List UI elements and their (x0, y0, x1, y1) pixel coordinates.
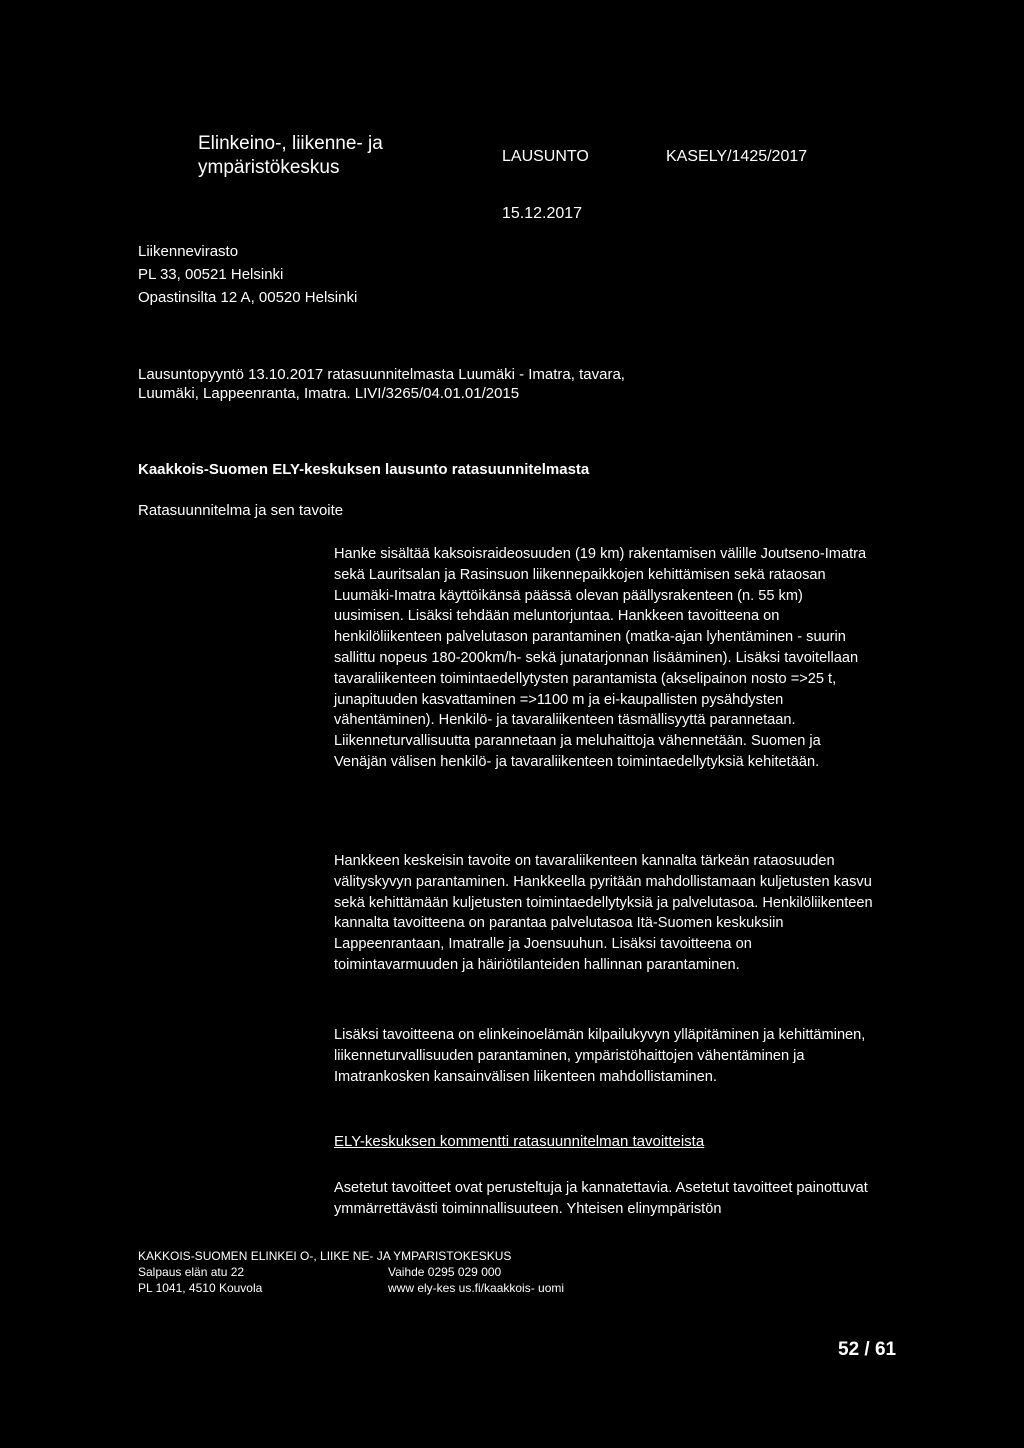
paragraph-project-content: Hanke sisältää kaksoisraideosuuden (19 km) rakentamisen välille Joutseno-Imatra sekä Lauritsalan ja Rasinsuon liikennepaikkojen kehittämisen sekä rataosan Luumäki-Imatra käyttöikänsä päässä olevan päällysrakenteen (n. 55 km) uusimisen. Lisäksi tehdään meluntorjuntaa. Hankkeen tavoitteena on henkilöliikenteen palvelutason parantaminen (matka-ajan lyhentäminen - suurin sallittu nopeus 180-200km/h- sekä junatarjonnan lisääminen). Lisäksi tavoitellaan tavaraliikenteen toimintaedellytysten parantamista (akselipainon nosto =>25 t, junapituuden kasvattaminen =>1100 m ja ei-kaupallisten pysähdysten vähentäminen). Henkilö- ja tavaraliikenteen täsmällisyyttä parannetaan. Liikenneturvallisuutta parannetaan ja meluhaittoja vähennetään. Suomen ja Venäjän välisen henkilö- ja tavaraliikenteen toimintaedellytyksiä kehitetään. (334, 546, 867, 770)
recipient-block (138, 240, 357, 309)
paragraph-comment: Asetetut tavoitteet ovat perusteltuja ja kannatettavia. Asetetut tavoitteet painottuvat ymmärrettävästi toiminnallisuuteen. Yhteisen elinympäristön (334, 1180, 868, 1217)
paragraph-additional-goals: Lisäksi tavoitteena on elinkeinoelämän kilpailukyvyn ylläpitäminen ja kehittäminen, liikenneturvallisuuden parantaminen, ympäristöhaittojen vähentäminen ja Imatrankosken kansainvälisen liikenteen mahdollistaminen. (334, 1027, 866, 1085)
recipient-name: Liikennevirasto (138, 243, 239, 260)
document-type: LAUSUNTO (502, 148, 589, 165)
recipient-address-2: Opastinsilta 12 A, 00520 Helsinki (138, 289, 358, 306)
paragraph-main-goal: Hankkeen keskeisin tavoite on tavaraliikenteen kannalta tärkeän rataosuuden välityskyvyn parantaminen. Hankkeella pyritään mahdollistamaan kuljetusten kasvu sekä kehittämään kuljetusten toimintaedellytyksiä ja palvelutasoa. Henkilöliikenteen kannalta tavoitteena on parantaa palvelutasoa Itä-Suomen keskuksiin Lappeenrantaan, Imatralle ja Joensuuhun. Lisäksi tavoitteena on toimintavarmuuden ja häiriötilanteiden hallinnan parantaminen. (334, 853, 873, 973)
footer-web: www ely-kes us.fi/kaakkois- uomi (388, 1281, 565, 1295)
comment-heading: ELY-keskuksen kommentti ratasuunnitelman tavoitteista (334, 1133, 705, 1150)
organization-name-line1: Elinkeino-, liikenne- ja (198, 133, 383, 154)
request-line-1: Lausuntopyyntö 13.10.2017 ratasuunnitelmasta Luumäki - Imatra, tavara, (138, 366, 625, 383)
request-reference (138, 365, 625, 403)
organization-name (198, 132, 428, 180)
footer-row-2 (138, 1280, 564, 1296)
footer-pobox: PL 1041, 4510 Kouvola (138, 1281, 263, 1295)
request-line-2: Luumäki, Lappeenranta, Imatra. LIVI/3265/04.01.01/2015 (138, 385, 520, 402)
footer-phone: Vaihde 0295 029 000 (388, 1265, 502, 1279)
page-number: 52 / 61 (838, 1339, 897, 1360)
document-date: 15.12.2017 (502, 205, 583, 222)
recipient-address-1: PL 33, 00521 Helsinki (138, 266, 284, 283)
document-reference: KASELY/1425/2017 (666, 148, 808, 165)
footer (138, 1248, 564, 1296)
footer-street: Salpaus elän atu 22 (138, 1265, 245, 1279)
statement-title: Kaakkois-Suomen ELY-keskuksen lausunto ratasuunnitelmasta (138, 461, 590, 478)
footer-org: KAKKOIS-SUOMEN ELINKEI O-, LIIKE NE- JA YMPARISTOKESKUS (138, 1249, 512, 1263)
section-title: Ratasuunnitelma ja sen tavoite (138, 502, 344, 519)
organization-name-line2: ympäristökeskus (198, 157, 340, 178)
footer-row-1 (138, 1264, 564, 1280)
